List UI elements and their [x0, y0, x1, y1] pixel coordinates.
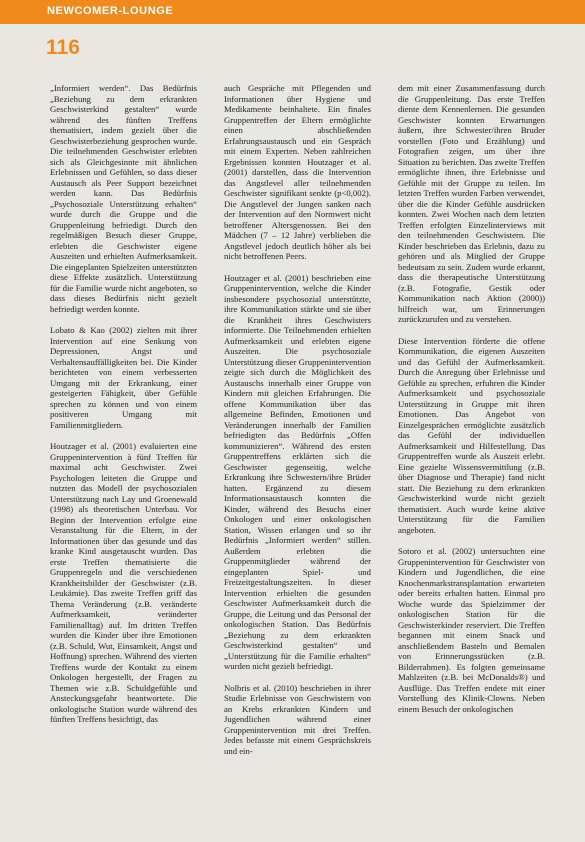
page-number: 116	[46, 36, 80, 59]
section-label: NEWCOMER-LOUNGE	[47, 5, 174, 17]
paragraph: „Informiert werden“. Das Bedürfnis „Beziehung zu dem erkrankten Geschwisterkind gestalten“ wurde während des fünften Treffens thematisiert, indem gezielt über die Geschwisterbeziehung gesprochen wurde. Die teilnehmenden Geschwister erlebten sich als Gleichgesinnte mit ähnlichen Erlebnissen und Gefühlen, so dass dieser Austausch als Peer Support bezeichnet werden kann. Das Bedürfnis „Psychosoziale Unterstützung erhalten“ wurde durch die Gruppe und die Gruppenleitung befriedigt. Durch den regelmäßigen Besuch dieser Gruppe, erlebten die Geschwister eigene Auszeiten und erhielten Aufmerksamkeit. Die eingeplanten Spielzeiten unterstützten diese Effekte zusätzlich. Unterstützung für die Familie wurde nicht angeboten, so dass dieses Bedürfnis nicht gezielt befriedigt werden konnte.	[50, 83, 197, 314]
text-column-2	[224, 83, 371, 833]
text-column-3	[398, 83, 545, 833]
paragraph: Lobato & Kao (2002) zielten mit ihrer Intervention auf eine Senkung von Depressionen, Angst und Verhaltensauffälligkeiten bei. Die Kinder berichteten von einem verbesserten Umgang mit der Erkrankung, einer gesteigerten Fähigkeit, über Gefühle sprechen zu können und von einem positiveren Umgang mit Familienmitgliedern.	[50, 325, 197, 430]
paragraph: auch Gespräche mit Pflegenden und Informationen über Hygiene und Medikamente beinhaltete. Ein finales Gruppentreffen der Eltern ermöglichte einen abschließenden Erfahrungsaustausch und ein Gespräch mit einem Experten. Neben zahlreichen Ergebnissen konnten Houtzager et al. (2001) darstellen, dass die Intervention das Angstlevel aller teilnehmenden Geschwister signifikant senkte (p<0,002). Die Angstlevel der Jungen sanken nach der Intervention auf den Normwert nicht betroffener Altersgenossen. Bei den Mädchen (7 – 12 Jahre) verblieben die Angstlevel jedoch deutlich höher als bei nicht betroffenen Peers.	[224, 83, 371, 261]
paragraph: Houtzager et al. (2001) beschrieben eine Gruppenintervention, welche die Kinder insbesondere psychosozial unterstützte, ihre Kommunikation stärkte und sie über die Krankheit ihres Geschwisters informierte. Die Teilnehmenden erhielten Aufmerksamkeit und erlebten eigene Auszeiten. Die psychosoziale Unterstützung dieser Gruppenintervention zeigte sich durch die Möglichkeit des Austauschs innerhalb einer Gruppe von Kindern mit gleichen Erfahrungen. Die offene Kommunikation über das allgemeine Befinden, Emotionen und Veränderungen innerhalb der Familien befriedigten das Bedürfnis „Offen kommunizieren“. Während des ersten Gruppentreffens erklärten sich die Geschwister gegenseitig, welche Erkrankung ihre Schwestern/ihre Brüder hatten. Ergänzend zu diesem Informationsaustausch konnten die Kinder, während des Besuchs einer Onkologen und einer onkologischen Station, Wissen erlangen und so ihr Bedürfnis „Informiert werden“ stillen. Außerdem erlebten die Gruppenmitglieder während der eingeplanten Spiel- und Freizeitgestaltungszeiten. In dieser Intervention erhielten die gesunden Geschwister Aufmerksamkeit durch die Gruppe, die Leitung und das Personal der onkologischen Station. Das Bedürfnis „Beziehung zu dem erkrankten Geschwisterkind gestalten“ und „Unterstützung für die Familie erhalten“ wurden nicht gezielt befriedigt.	[224, 272, 371, 671]
paragraph: Nolbris et al. (2010) beschrieben in ihrer Studie Erlebnisse von Geschwistern von an Krebs erkrankten Kindern und Jugendlichen während einer Gruppenintervention mit drei Treffen. Jedes befasste mit einem Gesprächskreis und ein-	[224, 682, 371, 756]
paragraph: Houtzager et al. (2001) evaluierten eine Gruppenintervention à fünf Treffen für maximal acht Geschwister. Zwei Psychologen leiteten die Gruppe und nutzten das Modell der psychosozialen Unterstützung nach Lay und Groenewald (1998) als theoretischen Unterbau. Vor Beginn der Intervention erfolgte eine Veranstaltung für die Eltern, in der Informationen über das gesunde und das kranke Kind ausgetauscht wurden. Das erste Treffen thematisierte die Gruppenregeln und die verschiedenen Krankheitsbilder der Geschwister (z.B. Leukämie). Das zweite Treffen griff das Thema Veränderung (z.B. veränderte Aufmerksamkeit, veränderter Familienalltag) auf. Im dritten Treffen wurden die Kinder über ihre Emotionen (z.B. Schuld, Wut, Einsamkeit, Angst und Hoffnung) sprechen. Während des vierten Treffens wurde der Kontakt zu einem Onkologen hergestellt, der Fragen zu Themen wie z.B. Schuldgefühle und Ansteckungsgefahr beantwortete. Die onkologische Station wurde während des fünften Treffens besichtigt, das	[50, 441, 197, 724]
paragraph: Sotoro et al. (2002) untersuchten eine Gruppenintervention für Geschwister von Kindern und Jugendlichen, die eine Knochenmarkstransplantation erwarteten oder bereits erhalten hatten. Einmal pro Woche wurde das Spielzimmer der onkologischen Station für die Geschwisterkinder reserviert. Die Treffen begannen mit einem Snack und anschließendem Basteln und Bemalen von Erinnerungsstücken (z.B. Bilderrahmen). Es folgten gemeinsame Mahlzeiten (z.B. bei McDonalds®) und Ausflüge. Das Treffen endete mit einer Vorstellung des Klinik-Clowns. Neben einem Besuch der onkologischen	[398, 546, 545, 714]
text-column-1	[50, 83, 197, 833]
paragraph: Diese Intervention förderte die offene Kommunikation, die eigenen Auszeiten und das Gefühl der Aufmerksamkeit. Durch die Anregung über Erlebnisse und Gefühle zu sprechen, erfuhren die Kinder Aufmerksamkeit und psychosoziale Unterstützung in Gruppe mit ihren Emotionen. Das Angebot von Einzelgesprächen ermöglichte zusätzlich das Gefühl der individuellen Aufmerksamkeit und Hilfestellung. Das Gruppentreffen wurde als Auszeit erlebt. Eine gezielte Wissensvermittlung (z.B. über Diagnose und Therapie) fand nicht statt. Die Beziehung zu dem erkrankten Geschwisterkind wurde nicht gezielt thematisiert. Auch wurde keine aktive Unterstützung für die Familien angeboten.	[398, 335, 545, 535]
paragraph: dem mit einer Zusammenfassung durch die Gruppenleitung. Das erste Treffen diente dem Kennenlernen. Die gesunden Geschwister konnten Erwartungen äußern, ihre Schwester/ihren Bruder vorstellen (Foto und Erzählung) und Fotografien zeigen, um über ihre Situation zu berichten. Das zweite Treffen ermöglichte ihnen, ihre Erlebnisse und Gefühle mit der Gruppe zu teilen. Im letzten Treffen wurden Farben verwendet, über die die Kinder Gefühle ausdrücken konnten. Zwei Wochen nach dem letzten Treffen erfolgten Einzelinterviews mit den teilnehmenden Geschwistern. Die Kinder beschrieben das Erlebnis, dazu zu gehören und als Mitglied der Gruppe bedeutsam zu sein. Zudem wurde erkannt, dass die therapeutische Unterstützung (z.B. Fotografie, Gestik oder Kommunikation nach Aktion (2000)) hilfreich war, um Erinnerungen zurückzurufen und zu verstehen.	[398, 83, 545, 324]
